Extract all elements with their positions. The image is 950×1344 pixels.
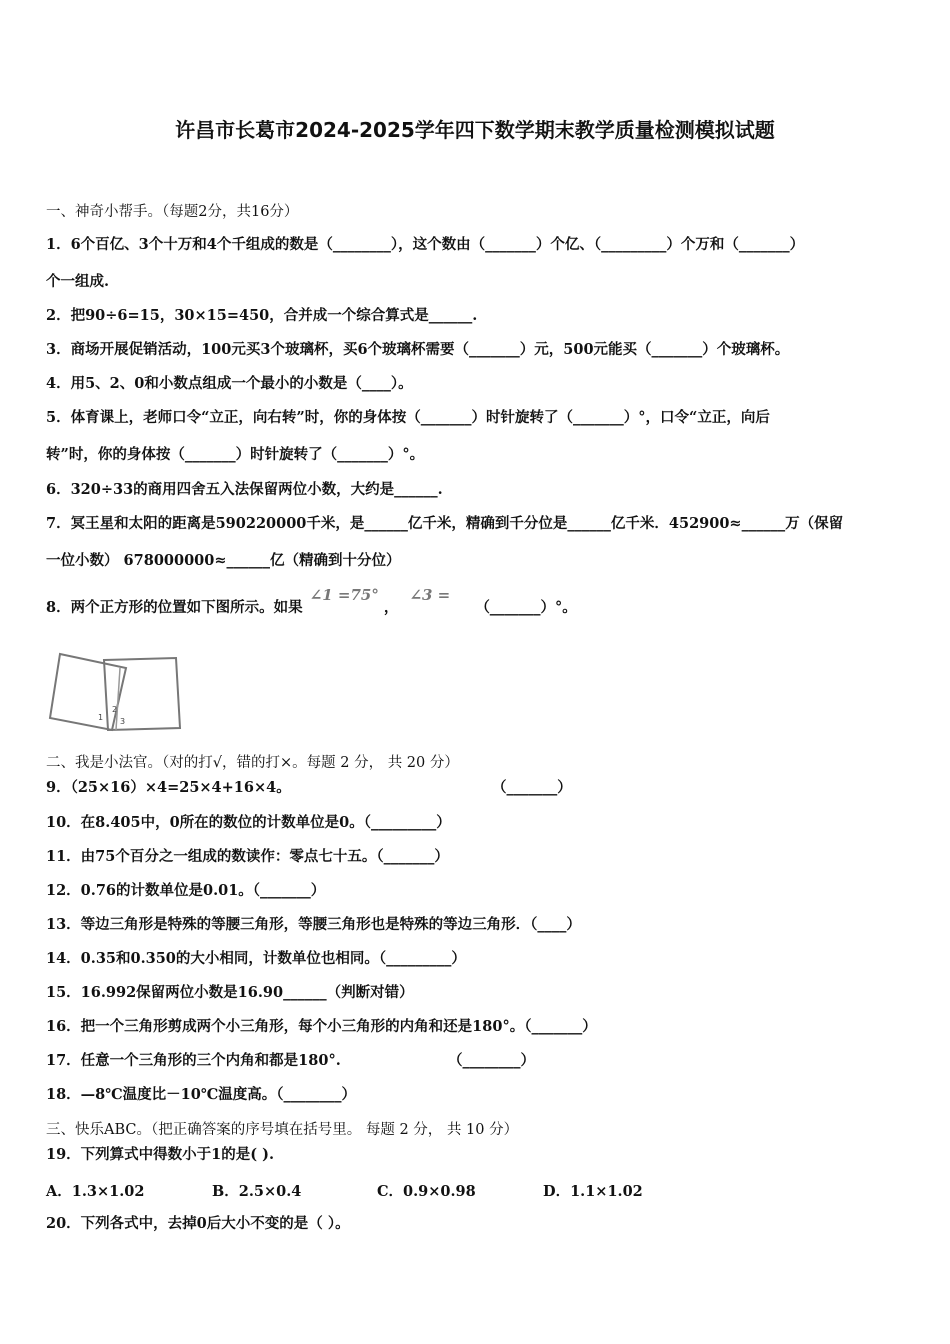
question-9-text: 9．（25×16）×4=25×4+16×4。 (46, 779, 291, 796)
option-d: D．1.1×1.02 (543, 1183, 643, 1200)
square-left (50, 654, 126, 730)
question-13: 13．等边三角形是特殊的等腰三角形，等腰三角形也是特殊的等边三角形．（____） (46, 916, 581, 933)
section-1-heading: 一、神奇小帮手。（每题2分，共16分） (46, 204, 299, 220)
question-3: 3．商场开展促销活动，100元买3个玻璃杯，买6个玻璃杯需要（_______）元，500元能买（_______）个玻璃杯。 (46, 341, 790, 358)
question-4: 4．用5、2、0和小数点组成一个最小的小数是（____）。 (46, 375, 413, 392)
section-2-heading: 二、我是小法官。（对的打√，错的打×。每题 2 分， 共 20 分） (46, 755, 459, 771)
question-8-answer: （_______）°。 (475, 599, 577, 616)
option-c: C．0.9×0.98 (377, 1183, 476, 1200)
option-a: A．1.3×1.02 (46, 1183, 145, 1200)
section-3-heading: 三、快乐ABC。（把正确答案的序号填在括号里。 每题 2 分， 共 10 分） (46, 1122, 519, 1138)
question-5-line-2: 转”时，你的身体按（_______）时针旋转了（_______）°。 (46, 446, 425, 463)
question-20: 20．下列各式中，去掉0后大小不变的是（ ）。 (46, 1215, 350, 1232)
question-18: 18．—8℃温度比－10℃温度高。（________） (46, 1086, 356, 1103)
angle-label-2: 2 (112, 705, 118, 714)
question-17-text: 17．任意一个三角形的三个内角和都是180°. (46, 1052, 341, 1069)
question-15: 15．16.992保留两位小数是16.90______（判断对错） (46, 984, 414, 1001)
question-19: 19．下列算式中得数小于1的是( ). (46, 1146, 275, 1163)
question-8-text: 8．两个正方形的位置如下图所示。如果 (46, 599, 303, 616)
question-10: 10．在8.405中，0所在的数位的计数单位是0。（_________） (46, 814, 451, 831)
question-9-blank: （_______） (492, 779, 572, 796)
question-8 (46, 586, 916, 618)
question-17-blank: （________） (448, 1052, 535, 1069)
option-b: B．2.5×0.4 (212, 1183, 302, 1200)
angle-3-expression: ∠3 = (409, 586, 451, 604)
question-12: 12．0.76的计数单位是0.01。（_______） (46, 882, 326, 899)
angle-label-3: 3 (120, 717, 126, 726)
question-11: 11．由75个百分之一组成的数读作：零点七十五。（_______） (46, 848, 449, 865)
question-8-separator: ， (383, 599, 399, 616)
question-14: 14．0.35和0.350的大小相同，计数单位也相同。（_________） (46, 950, 466, 967)
page-title: 许昌市长葛市2024-2025学年四下数学期末教学质量检测模拟试题 (175, 118, 775, 142)
two-squares-figure (46, 648, 186, 732)
question-6: 6．320÷33的商用四舍五入法保留两位小数，大约是______. (46, 481, 443, 498)
question-1-line-1: 1．6个百亿、3个十万和4个千组成的数是（________），这个数由（_______）个亿、（_________）个万和（_______） (46, 236, 805, 253)
angle-label-1: 1 (98, 713, 104, 722)
question-17 (46, 1051, 916, 1071)
question-16: 16．把一个三角形剪成两个小三角形，每个小三角形的内角和还是180°。（_______） (46, 1018, 597, 1035)
question-7-line-1: 7．冥王星和太阳的距离是590220000千米，是______亿千米，精确到千分位是______亿千米．452900≈______万（保留 (46, 515, 844, 532)
question-7-line-2: 一位小数） 678000000≈______亿（精确到十分位） (46, 552, 401, 569)
angle-1-expression: ∠1 =75° (309, 586, 379, 604)
question-2: 2．把90÷6=15，30×15=450，合并成一个综合算式是______. (46, 307, 478, 324)
question-1-line-2: 个一组成. (46, 273, 110, 290)
question-9 (46, 778, 916, 798)
question-5-line-1: 5．体育课上，老师口令“立正，向右转”时，你的身体按（_______）时针旋转了（_______）°，口令“立正，向后 (46, 409, 770, 426)
